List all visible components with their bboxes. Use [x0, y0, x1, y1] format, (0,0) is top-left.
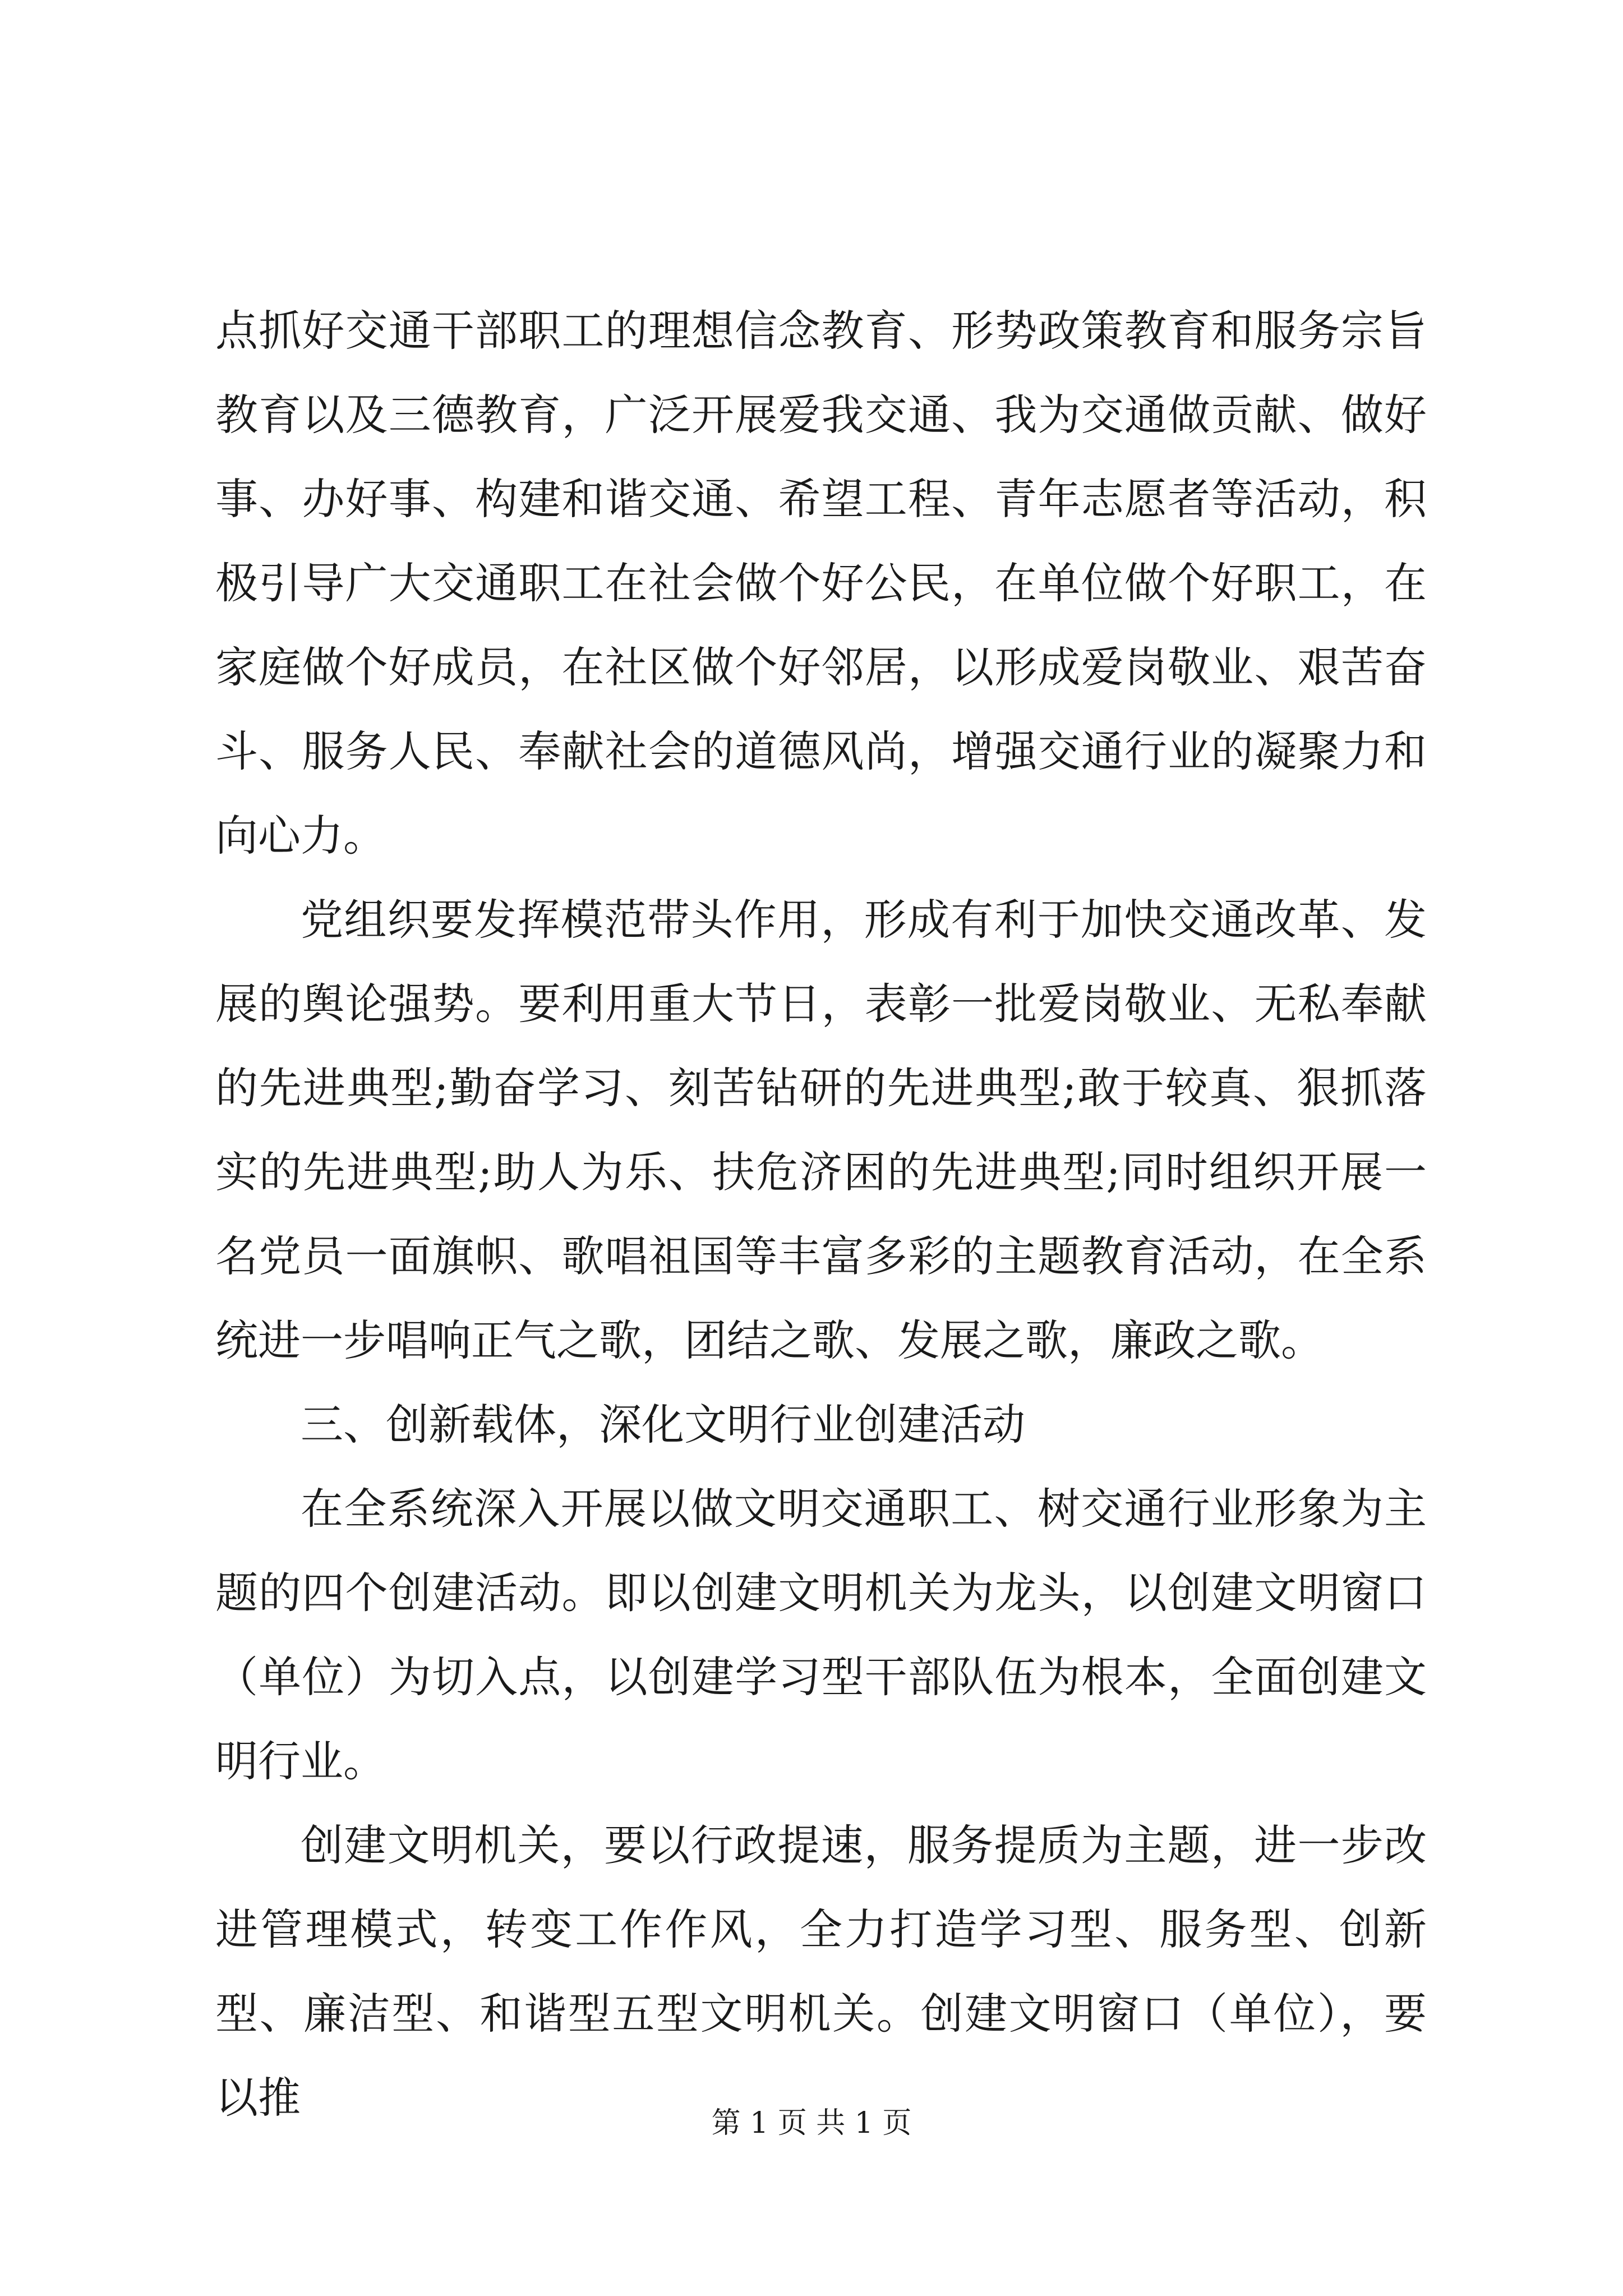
- page-footer: [0, 2104, 1623, 2143]
- paragraph-civilized-organ: 创建文明机关，要以行政提速，服务提质为主题，进一步改进管理模式，转变工作作风，全力打造学习型、服务型、创新型、廉洁型、和谐型五型文明机关。创建文明窗口（单位），要以推: [215, 1820, 1427, 2123]
- paragraph-continuation: 点抓好交通干部职工的理想信念教育、形势政策教育和服务宗旨教育以及三德教育，广泛开展爱我交通、我为交通做贡献、做好事、办好事、构建和谐交通、希望工程、青年志愿者等活动，积极引导广大交通职工在社会做个好公民，在单位做个好职工，在家庭做个好成员，在社区做个好邻居，以形成爱岗敬业、艰苦奋斗、服务人民、奉献社会的道德风尚，增强交通行业的凝聚力和向心力。: [215, 306, 1427, 861]
- paragraph-party-organization: 党组织要发挥模范带头作用，形成有利于加快交通改革、发展的舆论强势。要利用重大节日，表彰一批爱岗敬业、无私奉献的先进典型;勤奋学习、刻苦钻研的先进典型;敢于较真、狠抓落实的先进典型;助人为乐、扶危济困的先进典型;同时组织开展一名党员一面旗帜、歌唱祖国等丰富多彩的主题教育活动，在全系统进一步唱响正气之歌，团结之歌、发展之歌，廉政之歌。: [215, 895, 1427, 1365]
- paragraph-four-activities: 在全系统深入开展以做文明交通职工、树交通行业形象为主题的四个创建活动。即以创建文明机关为龙头，以创建文明窗口（单位）为切入点，以创建学习型干部队伍为根本，全面创建文明行业。: [215, 1484, 1427, 1786]
- document-body: [215, 289, 1427, 2140]
- page-number-label: 第 1 页 共 1 页: [711, 2106, 912, 2140]
- section-heading-three: 三、创新载体，深化文明行业创建活动: [301, 1400, 1025, 1450]
